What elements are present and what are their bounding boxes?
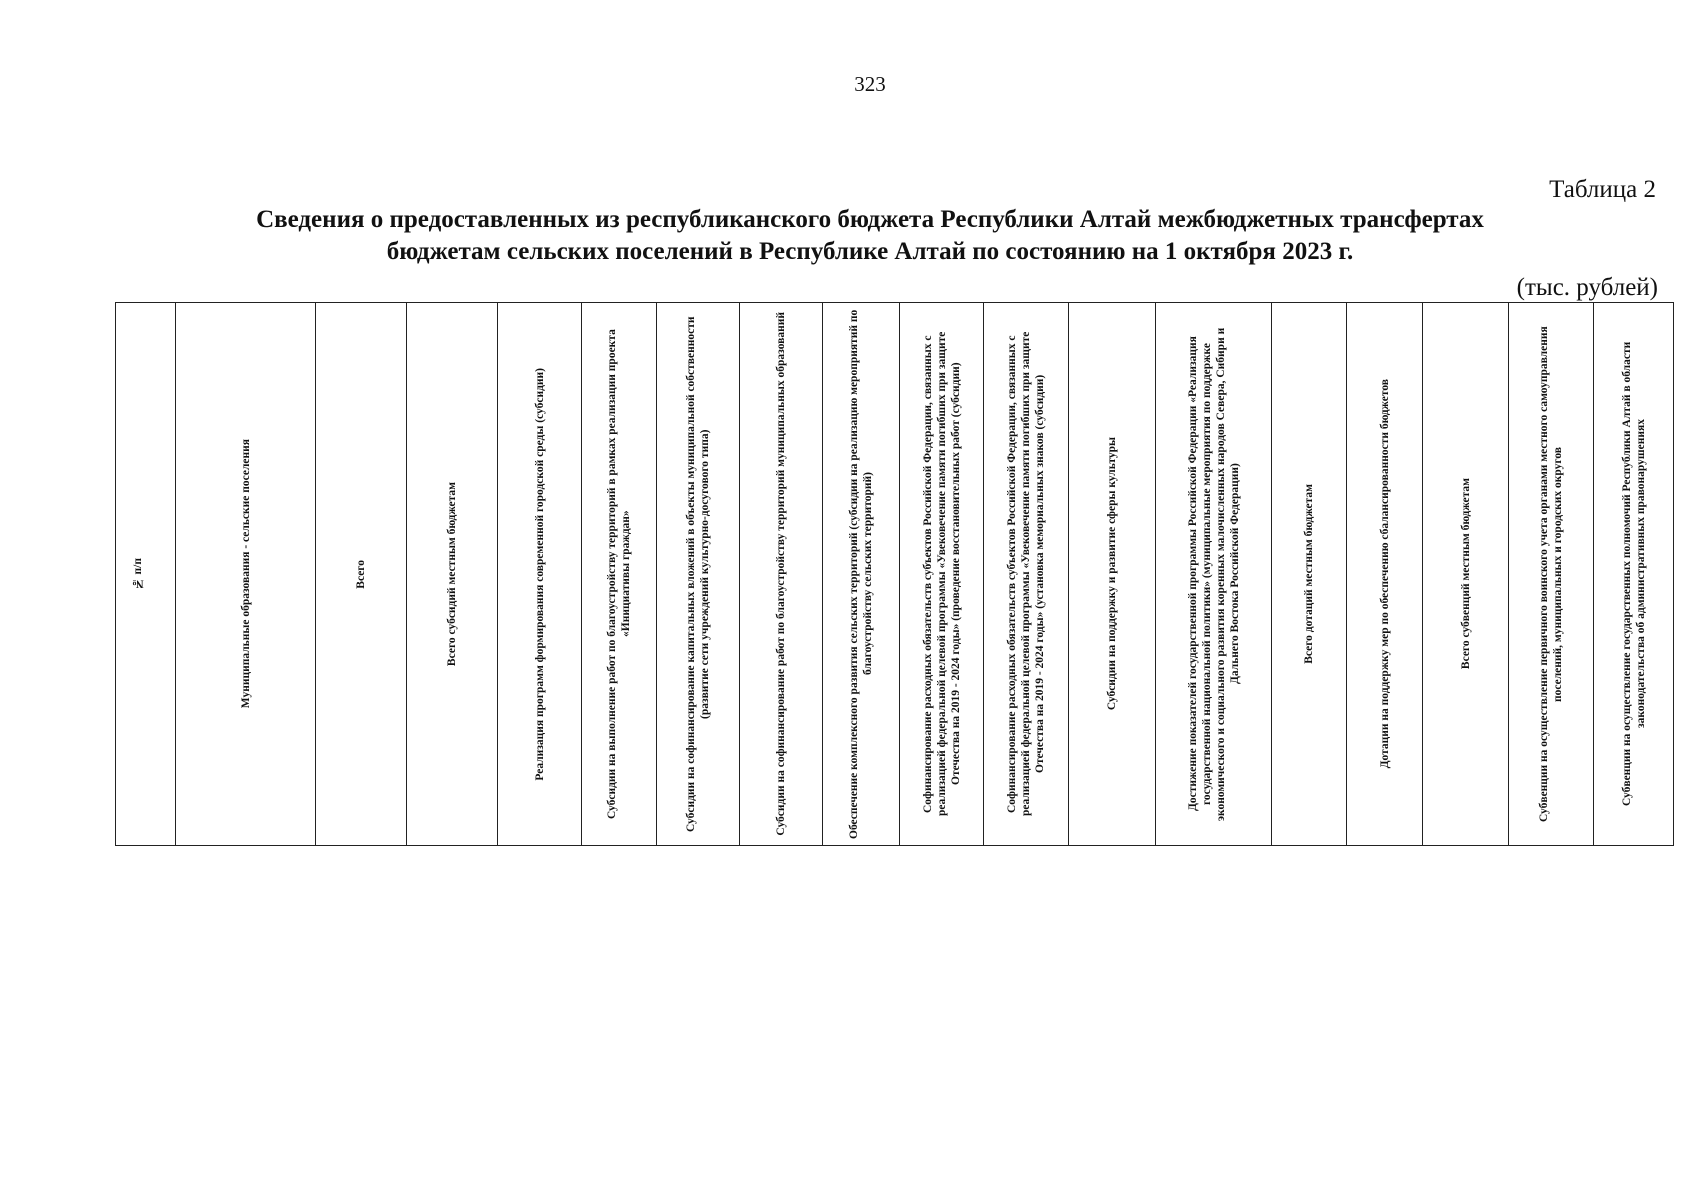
transfers-table [115,302,1674,846]
page-number: 323 [854,72,886,96]
col-administrative-offenses [1594,303,1674,846]
header-row [116,303,1674,846]
title-line-1: Сведения о предоставленных из республиканского бюджета Республики Алтай межбюджетных трансфертах [256,206,1484,233]
col-capital-investments [657,303,740,846]
col-subsidies-total-label: Всего субсидий местным бюджетам [446,481,458,667]
col-balance-grants [1347,303,1423,846]
col-memorial-signs [984,303,1069,846]
col-national-policy-label: Достижение показателей государственной программы Российской Федерации «Реализация государственной национальной политики» (муниципальные мероприятия по поддержке экономического и социального развития коренных малочисленных народов Севера, Сибири и Дальнего Востока Российской Федерации) [1186,327,1241,821]
table-label: Таблица 2 [1549,176,1656,203]
units-label: (тыс. рублей) [1516,274,1658,301]
col-culture-support [1069,303,1156,846]
title-line-2: бюджетам сельских поселений в Республике Алтай по состоянию на 1 октября 2023 г. [386,238,1354,265]
col-military-registration-label: Субвенции на осуществление первичного воинского учета органами местного самоуправления поселений, муниципальных и городских округов [1538,326,1564,822]
col-municipality-label: Муниципальные образования - сельские поселения [239,439,252,709]
col-rural-development [823,303,900,846]
col-subsidies-total [407,303,498,846]
col-total-label: Всего [355,559,367,589]
col-subventions-total-label: Всего субвенций местным бюджетам [1459,478,1472,670]
col-landscaping-label: Субсидии на софинансирование работ по благоустройству территорий муниципальных образований [775,312,787,836]
col-total [316,303,407,846]
col-memorial-signs-label: Софинансирование расходных обязательств субъектов Российской Федерации, связанных с реализацией федеральной целевой программы «Увековечение памяти погибших при защите Отечества на 2019 - 2024 годы» (установка мемориальных знаков (субсидии) [1006,331,1046,817]
col-capital-investments-label: Субсидии на софинансирование капитальных вложений в объекты муниципальной собственности (развитие сети учреждений культурно-досугового типа) [685,316,711,832]
col-urban-environment-label: Реализация программ формирования современной городской среды (субсидии) [533,367,546,781]
col-military-registration [1509,303,1594,846]
col-culture-support-label: Субсидии на поддержку и развитие сферы культуры [1106,437,1118,711]
col-number [116,303,176,846]
col-grants-total-label: Всего дотаций местным бюджетам [1303,484,1315,664]
col-balance-grants-label: Дотации на поддержку мер по обеспечению сбалансированности бюджетов [1378,379,1391,769]
col-citizen-initiatives [582,303,657,846]
col-landscaping [740,303,823,846]
col-rural-development-label: Обеспечение комплексного развития сельских территорий (субсидии на реализацию мероприятий по благоустройству сельских территорий) [848,309,874,839]
col-municipality [176,303,316,846]
col-urban-environment [498,303,582,846]
document-title [0,204,1698,268]
col-number-label: № п/п [131,558,144,590]
col-subventions-total [1423,303,1509,846]
col-grants-total [1272,303,1347,846]
col-memorial-restoration-label: Софинансирование расходных обязательств субъектов Российской Федерации, связанных с реализацией федеральной целевой программы «Увековечение памяти погибших при защите Отечества на 2019 - 2024 годы» (проведение восстановительных работ (субсидии) [921,331,962,817]
col-memorial-restoration [900,303,984,846]
col-citizen-initiatives-label: Субсидии на выполнение работ по благоустройству территорий в рамках реализации проекта «Инициативы граждан» [606,329,632,819]
col-national-policy [1156,303,1272,846]
col-administrative-offenses-label: Субвенции на осуществление государственных полномочий Республики Алтай в области законодательства об административных правонарушениях [1620,341,1647,807]
